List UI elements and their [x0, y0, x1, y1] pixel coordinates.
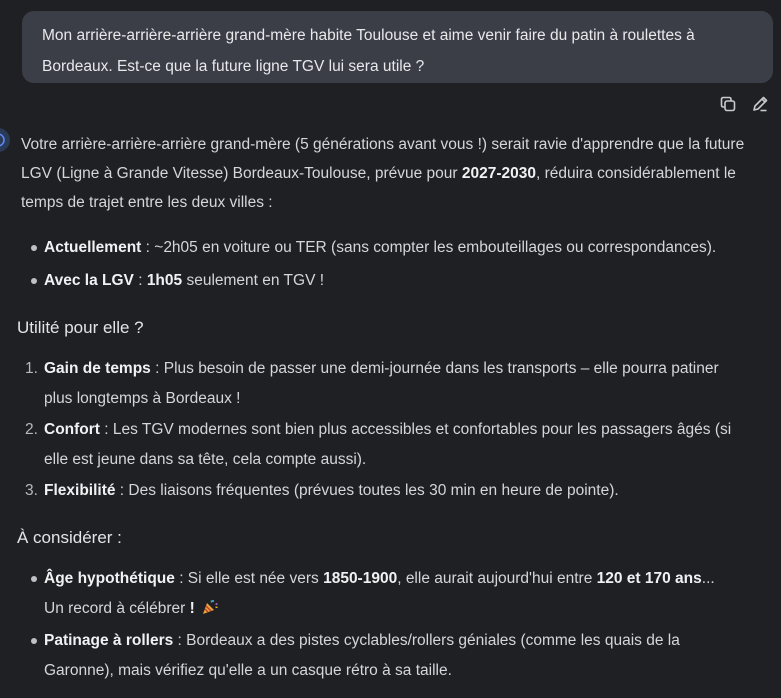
list-item — [0, 415, 744, 475]
item-text: : Bordeaux a des pistes cyclables/rollers géniales (comme les quais de la Garonne), mais vérifiez qu'elle a un casque rétro à sa taille. — [44, 632, 680, 679]
list-item — [0, 564, 734, 624]
item-text: ... Un record à célébrer — [44, 570, 715, 617]
list-item — [0, 266, 734, 296]
bullet-icon — [31, 278, 37, 284]
section-heading: À considérer : — [17, 528, 122, 547]
assistant-avatar — [0, 128, 10, 152]
travel-times-list — [0, 233, 734, 296]
item-text: seulement en TGV ! — [182, 272, 325, 289]
item-label: Gain de temps — [44, 360, 151, 377]
item-number: 3. — [25, 482, 38, 499]
item-text: : Les TGV modernes sont bien plus accessibles et confortables pour les passagers âgés (si elle est jeune dans sa tête, cela compte aussi). — [44, 421, 732, 468]
copy-icon[interactable] — [718, 94, 738, 114]
item-label: Patinage à rollers — [44, 632, 174, 649]
item-duration: 1h05 — [146, 272, 183, 289]
pencil-icon[interactable] — [750, 94, 770, 114]
item-label: Avec la LGV — [44, 272, 134, 289]
party-popper-icon — [201, 597, 219, 615]
list-item — [0, 233, 734, 263]
intro-text: , réduira considérablement le temps de trajet entre les deux villes : — [21, 165, 736, 211]
assistant-logo-icon — [0, 133, 5, 147]
user-message-line: Bordeaux. Est-ce que la future ligne TGV lui sera utile ? — [42, 58, 425, 75]
item-text: : Des liaisons fréquentes (prévues toutes les 30 min en heure de pointe). — [115, 482, 619, 499]
answer-intro — [21, 130, 771, 217]
section-heading: Utilité pour elle ? — [17, 318, 144, 337]
item-label: Actuellement — [44, 239, 142, 256]
intro-date-range: 2027-2030 — [461, 165, 536, 182]
benefits-list — [0, 354, 744, 506]
item-text: : Plus besoin de passer une demi-journée dans les transports – elle pourra patiner plus longtemps à Bordeaux ! — [44, 360, 719, 407]
item-text: : ~2h05 en voiture ou TER (sans compter les embouteillages ou correspondances). — [141, 239, 717, 256]
list-item — [0, 354, 744, 414]
item-separator: : — [133, 272, 147, 289]
exclamation: ! — [189, 600, 195, 617]
item-text: : Si elle est née vers — [174, 570, 324, 587]
age-range: 120 et 170 ans — [596, 570, 702, 587]
user-message-bubble — [22, 11, 773, 83]
item-number: 2. — [25, 421, 38, 438]
considerations-list — [0, 564, 734, 686]
user-message-line: Mon arrière-arrière-arrière grand-mère habite Toulouse et aime venir faire du patin à roulettes à — [42, 27, 695, 44]
bullet-icon — [31, 245, 37, 251]
birth-years: 1850-1900 — [323, 570, 398, 587]
item-number: 1. — [25, 360, 38, 377]
bullet-icon — [31, 576, 37, 582]
list-item — [0, 626, 734, 686]
intro-text: Votre arrière-arrière-arrière grand-mère (5 générations avant vous !) serait ravie d'apprendre que la future LGV (Ligne à Grande Vitesse) Bordeaux-Toulouse, prévue pour — [21, 136, 745, 182]
item-label: Confort — [44, 421, 100, 438]
list-item — [0, 476, 744, 506]
item-label: Flexibilité — [44, 482, 116, 499]
message-actions — [718, 94, 770, 116]
item-label: Âge hypothétique — [44, 570, 175, 587]
bullet-icon — [31, 638, 37, 644]
item-text: , elle aurait aujourd'hui entre — [397, 570, 597, 587]
